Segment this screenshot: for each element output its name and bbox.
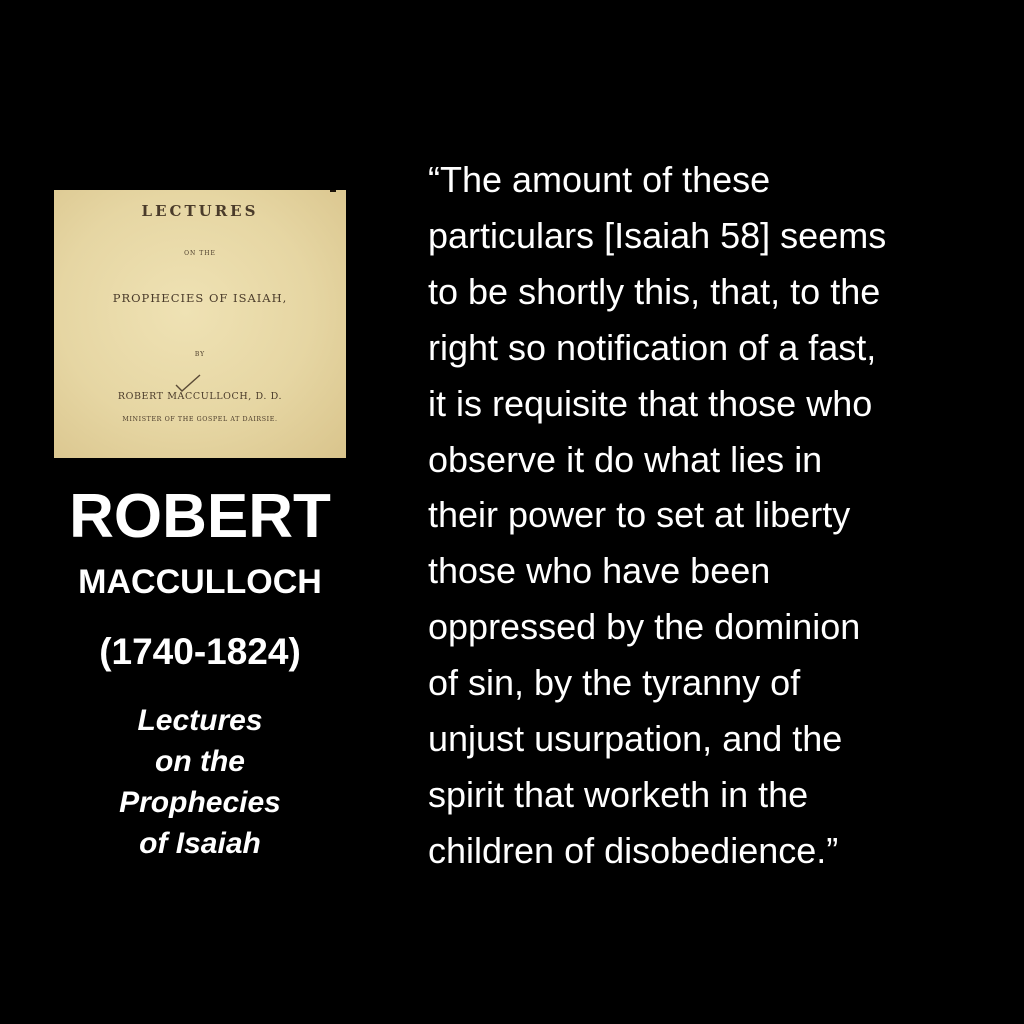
author-dates: (1740-1824) (99, 631, 301, 672)
quote-line: their power to set at liberty (428, 494, 851, 536)
book-title-line: on the (155, 745, 245, 778)
book-title-page-image (54, 190, 346, 458)
quote-line: right so notification of a fast, (428, 326, 877, 368)
quote-line: those who have been (428, 550, 771, 592)
quote-line: oppressed by the dominion (428, 606, 861, 648)
quote-line: to be shortly this, that, to the (428, 270, 881, 312)
title-page-author: ROBERT MACCULLOCH, D. D. (117, 391, 283, 402)
quote-line: of sin, by the tyranny of (428, 662, 801, 704)
quote-line: “The amount of these (428, 159, 771, 200)
checkmark-icon (174, 373, 202, 393)
book-title-line: Lectures (137, 704, 263, 737)
title-page-minister: MINISTER OF THE GOSPEL AT DAIRSIE. (122, 416, 278, 423)
quote-line: unjust usurpation, and the (428, 718, 843, 760)
author-first-name: ROBERT (69, 482, 331, 551)
title-page-lectures: LECTURES (141, 202, 259, 220)
quote-line: observe it do what lies in (428, 438, 823, 480)
quote-line: particulars [Isaiah 58] seems (428, 214, 887, 256)
book-title (54, 700, 346, 864)
quote-line: children of disobedience.” (428, 829, 839, 871)
book-title-line: Prophecies (119, 786, 281, 819)
page-corner-mark (330, 190, 336, 192)
author-last-name: MACCULLOCH (78, 563, 322, 601)
quote-line: it is requisite that those who (428, 382, 873, 424)
title-page-prophecies: PROPHECIES OF ISAIAH, (112, 291, 288, 305)
title-page-by: BY (194, 351, 206, 358)
title-page-on-the: ON THE (184, 250, 216, 257)
quote-line: spirit that worketh in the (428, 773, 809, 815)
quote-text (428, 152, 1008, 879)
book-title-line: of Isaiah (139, 827, 261, 860)
